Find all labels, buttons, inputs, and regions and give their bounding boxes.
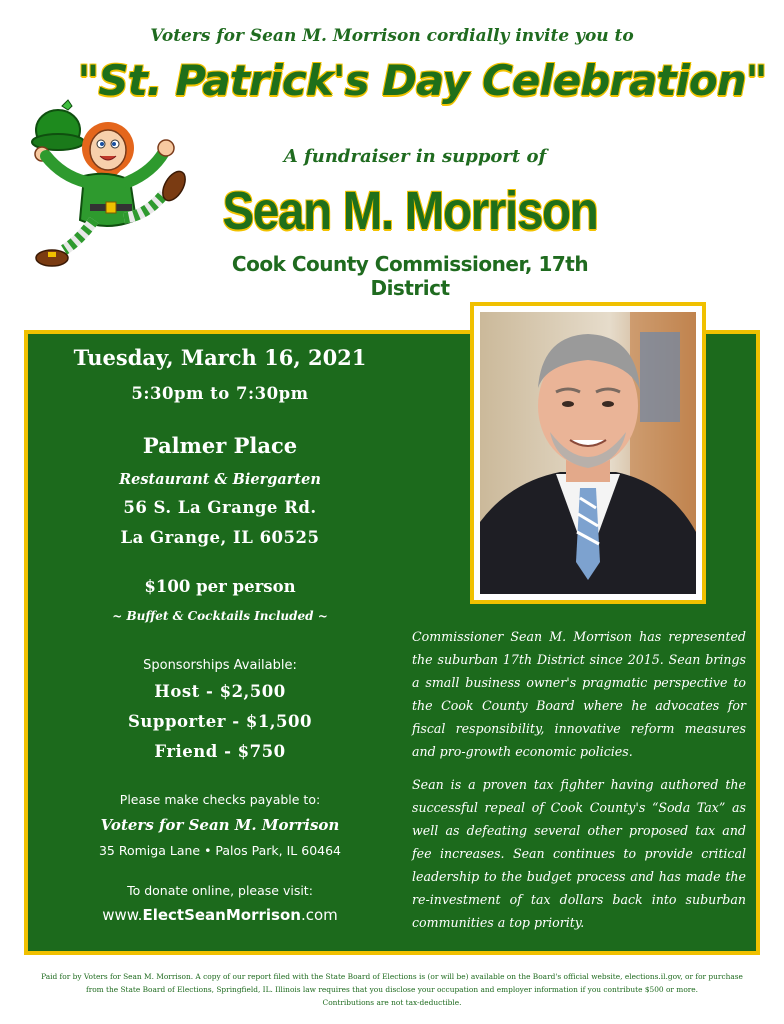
donate-url[interactable] [40,906,400,924]
fundraiser-line: A fundraiser in support of [283,146,547,167]
disclaimer [40,970,744,1009]
online-label: To donate online, please visit: [127,883,313,898]
payee: Voters for Sean M. Morrison [100,816,340,834]
event-date: Tuesday, March 16, 2021 [73,345,367,370]
sponsorship-level: Supporter - $1,500 [128,712,312,731]
price: $100 per person [144,577,296,596]
venue-name: Palmer Place [142,433,298,458]
disclaimer-text: Paid for by Voters for Sean M. Morrison. A copy of our report filed with the State Board of Elections is (or will be) available on the Board's official website, elections.il.gov, or for purchase from the State Board of Elections, Springfield, IL. Illinois law requires that you disclose your occupation and employer information if you contribute $500 or more. [41,972,743,994]
price-note: ~ Buffet & Cocktails Included ~ [112,609,328,623]
url-suffix: .com [300,906,338,924]
sponsorships-heading: Sponsorships Available: [143,658,297,673]
url-domain: ElectSeanMorrison [142,906,301,924]
mail-address: 35 Romiga Lane • Palos Park, IL 60464 [98,843,342,858]
invite-line: Voters for Sean M. Morrison cordially invite you to [150,26,634,46]
event-time: 5:30pm to 7:30pm [131,384,309,403]
bio-paragraph-1: Commissioner Sean M. Morrison has represented the suburban 17th District since 2015. Sean brings a small business owner's pragmatic perspective to the Cook County Board where he advocates for fiscal responsibility, innovative reform measures and pro-growth economic policies. [412,629,746,759]
sponsorship-level: Host - $2,500 [154,682,286,701]
venue-subtitle: Restaurant & Biergarten [119,471,321,488]
bio-paragraph-2: Sean is a proven tax fighter having authored the successful repeal of Cook County's “Soda Tax” as well as defeating several other proposed tax and fee increases. Sean continues to provide critical leadership to the budget process and has made the re-investment of tax dollars back into suburban communities a top priority. [412,777,746,930]
leprechaun-illustration [24,96,194,276]
address-line2: La Grange, IL 60525 [120,528,320,547]
candidate-office: Cook County Commissioner, 17th District [231,252,589,300]
candidate-name: Sean M. Morrison [222,181,598,241]
contributions-note: Contributions are not tax-deductible. [322,998,462,1007]
checks-label: Please make checks payable to: [119,792,321,807]
candidate-photo [480,312,696,594]
address-line1: 56 S. La Grange Rd. [123,498,317,517]
url-prefix: www. [102,906,143,924]
event-title: "St. Patrick's Day Celebration" [77,56,767,105]
sponsorship-level: Friend - $750 [154,742,286,761]
